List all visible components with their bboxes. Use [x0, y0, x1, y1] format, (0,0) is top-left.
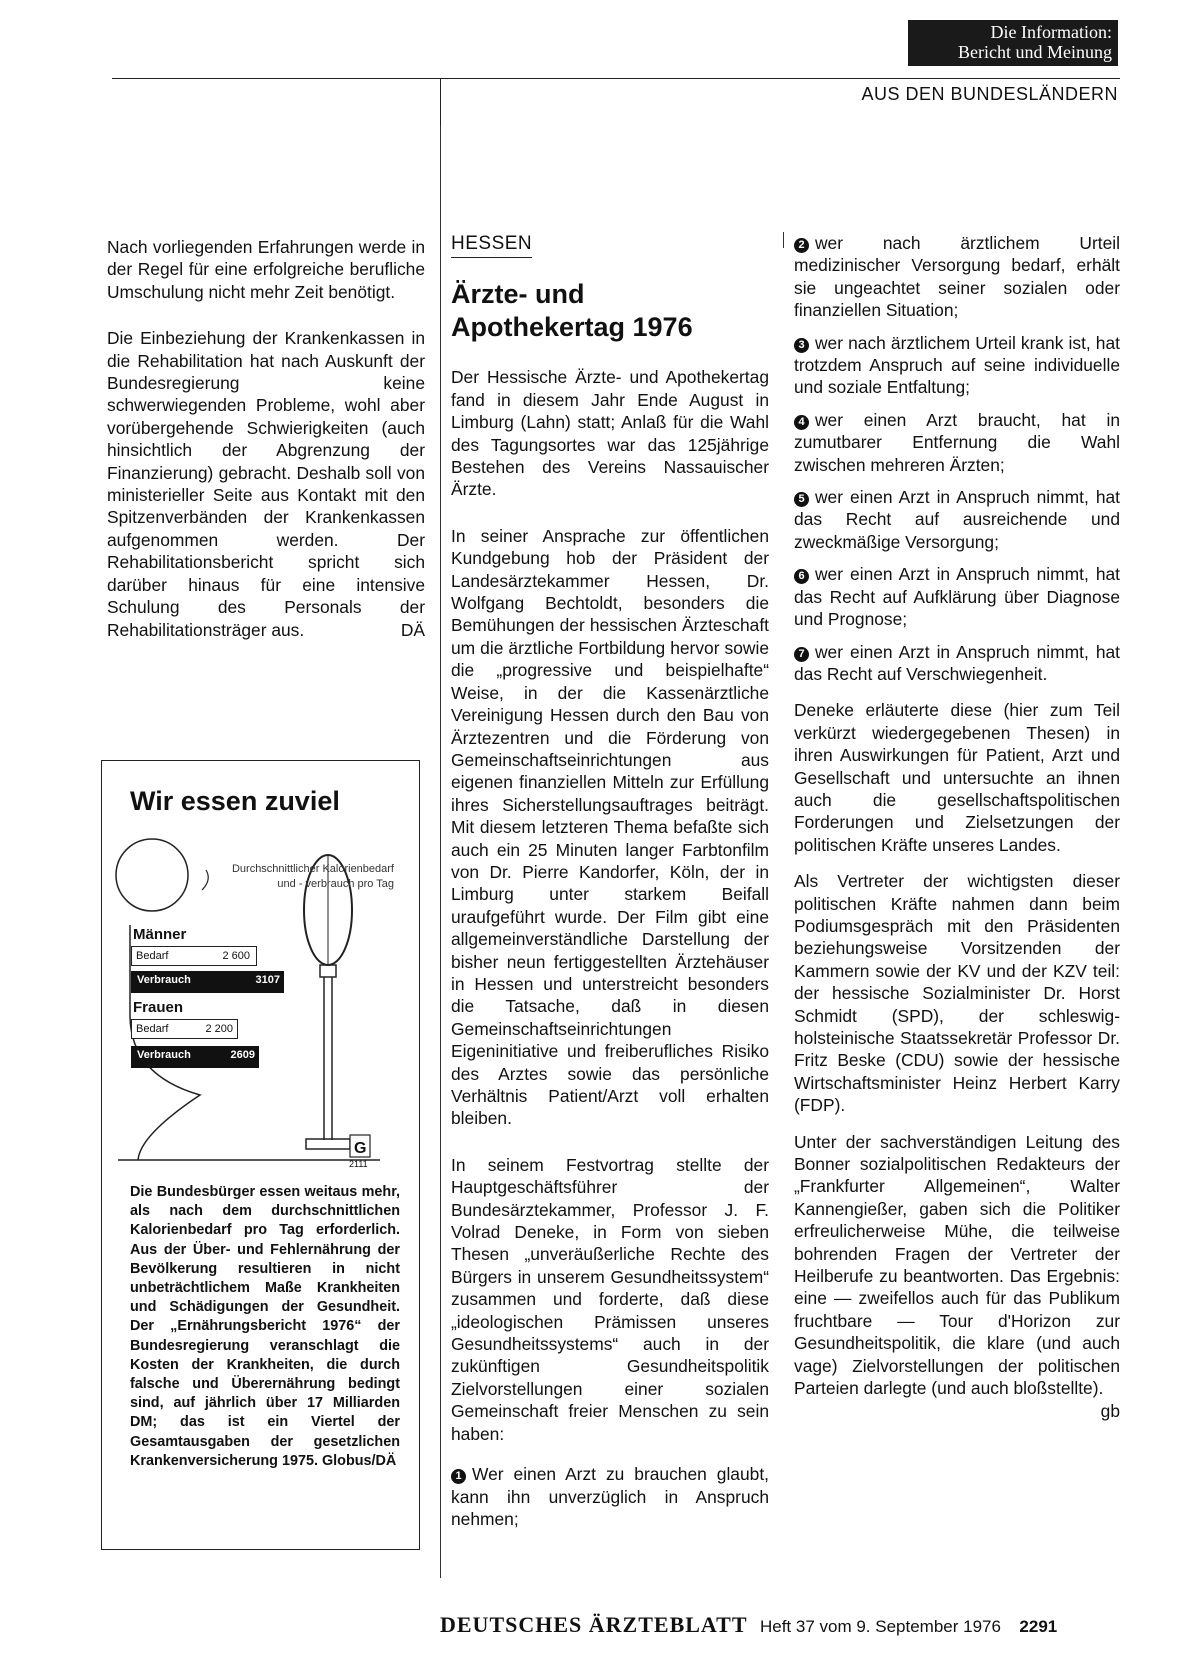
- chart-subtitle-line-2: und - verbrauch pro Tag: [277, 878, 394, 890]
- infobox-caption: Die Bundesbürger essen weitaus mehr, als nach dem durchschnittlichen Kalorienbedarf pro Tag erforderlich. Aus der Über- und Fehlernährung der Bevölkerung resultieren in nicht unbeträchtlichem Maße Krankheiten und Schädigungen der Gesundheit. Der „Ernährungsbericht 1976“ der Bundesregierung veranschlagt die Kosten der Krankheiten, die durch falsche und Überernährung bedingt sind, auf jährlich über 17 Milliarden DM; das ist ein Viertel der Gesamtausgaben der gesetzlichen Krankenversicherung 1975. Globus/DÄ: [130, 1184, 400, 1469]
- plate-icon: [116, 839, 188, 911]
- column-2: [451, 232, 769, 1548]
- badge-line-1: Die Information:: [990, 22, 1112, 42]
- col2-paragraph-2: In seiner Ansprache zur öffentlichen Kundgebung hob der Präsident der Landesärztekammer Hessen, Dr. Wolfgang Bechtoldt, besonders die Bemühungen der hessischen Ärzteschaft um die ärztliche Fortbildung hervor sowie die „progressive und beispielhafte“ Weise, in der die Kassenärztliche Vereinigung Hessen durch den Bau von Ärztezentren und die Förderung von Gemeinschaftseinrichtungen aus eigenen finanziellen Mitteln zur Erfüllung ihres Sicherstellungsauftrages beiträgt. Mit diesem letzteren Thema befaßte sich auch ein 25 Minuten langer Farbtonfilm von Dr. Pierre Kandorfer, Köln, der in Limburg unter starkem Beifall uraufgeführt wurde. Der Film gibt eine allgemeinverständliche Darstellung der bisher neun fertiggestellten Ärztehäuser in Hessen und unterstreicht besonders die Tatsache, daß in diesen Gemeinschaftseinrichtungen Eigeninitiative und freiberufliches Risiko des Arztes sowie das persönliche Verhältnis Patient/Arzt voll erhalten bleiben.: [451, 525, 769, 1129]
- section-badge: [908, 20, 1118, 66]
- glass-base: [306, 1139, 350, 1149]
- thesis-3: [794, 332, 1120, 399]
- badge-line-2: Bericht und Meinung: [958, 42, 1112, 62]
- thesis-4-text: wer einen Arzt braucht, hat in zumutbarer Entfernung die Wahl zwischen mehreren Ärzten;: [794, 409, 1120, 475]
- header-divider: [440, 78, 441, 126]
- bar-maenner-verbrauch-value: 3107: [255, 974, 280, 986]
- bar-maenner-verbrauch-label: Verbrauch: [137, 974, 191, 986]
- col1-signature: DÄ: [400, 619, 425, 640]
- issue-info: Heft 37 vom 9. September 1976: [759, 1617, 1001, 1636]
- col2-paragraph-1: Der Hessische Ärzte- und Apothekertag fand in diesem Jahr Ende August in Limburg (Lahn) statt; Anlaß für die Wahl des Tagungsortes war das 125jährige Bestehen des Vereins Nassauischer Ärzte.: [451, 367, 769, 500]
- bar-frauen-bedarf-label: Bedarf: [136, 1023, 169, 1035]
- chart-category-maenner: Männer: [133, 926, 187, 943]
- bar-maenner-bedarf: [131, 946, 257, 966]
- region-kicker: HESSEN: [451, 233, 532, 258]
- page-number: 2291: [1019, 1617, 1058, 1636]
- bar-frauen-bedarf-value: 2 200: [205, 1023, 233, 1035]
- chart-subtitle-line-1: Durchschnittlicher Kalorienbedarf: [231, 863, 394, 875]
- col1-paragraph-2-text: Die Einbeziehung der Krankenkassen in die Rehabilitation hat nach Auskunft der Bundesregierung keine schwerwiegenden Probleme, wohl aber vorübergehende Schwierigkeiten (auch hinsichtlich der Abgrenzung der Finanzierung) gebracht. Deshalb soll von ministerieller Seite aus Kontakt mit den Spitzenverbänden der Krankenkassen aufgenommen werden. Der Rehabilitationsbericht spricht sich darüber hinaus für eine intensive Schulung des Personals der Rehabilitationsträger aus.: [107, 328, 425, 640]
- svg-text:G: G: [354, 1140, 367, 1157]
- thesis-1-number: 1: [451, 1469, 466, 1484]
- bar-frauen-verbrauch-value: 2609: [230, 1049, 255, 1061]
- thesis-2-number: 2: [794, 238, 809, 253]
- headline-line-2: Apothekertag 1976: [451, 312, 693, 343]
- thesis-3-number: 3: [794, 338, 809, 353]
- infobox-title: Wir essen zuviel: [130, 786, 340, 816]
- thesis-4: [794, 409, 1120, 476]
- thesis-5: [794, 486, 1120, 553]
- thesis-3-text: wer nach ärztlichem Urteil krank ist, hat trotzdem Anspruch auf seine individuelle und soziale Entfaltung;: [794, 332, 1120, 398]
- headline-line-1: Ärzte- und: [451, 279, 585, 310]
- col3-paragraph-3-text: Unter der sachverständigen Leitung des Bonner sozialpolitischen Redakteurs der „Frankfurter Allgemeinen“, Walter Kannengießer, gaben sich die Politiker erfreulicherweise Mühe, die teilweise bohrenden Fragen der Vertreter der Heilberufe zu beantworten. Das Ergebnis: eine — zweifellos auch für das Publikum fruchtbare — Tour d'Horizon zur Gesundheitspolitik, die klare (und auch vage) Zielvorstellungen der politischen Parteien darlegte (und auch bloßstellte).: [794, 1131, 1120, 1399]
- chart-category-frauen: Frauen: [133, 999, 184, 1016]
- col3-paragraph-1: Deneke erläuterte diese (hier zum Teil verkürzt wiedergegebenen Thesen) in ihren Auswirkungen für Patient, Arzt und Gesellschaft und untersuchte an ihnen auch die gesellschaftspolitischen Forderungen und Zielsetzungen der politischen Kräfte unseres Landes.: [794, 700, 1120, 855]
- col3-paragraph-3: [794, 1131, 1120, 1421]
- col2-paragraph-3: In seinem Festvortrag stellte der Hauptgeschäftsführer der Bundesärztekammer, Professor J. F. Volrad Deneke, in Form von sieben Thesen „unveräußerliche Rechte des Bürgers in unserem Gesundheitssystem“ zusammen und forderte, daß diese „ideologischen Prämissen unseres Gesundheitssystems“ auch in der zukünftigen Gesundheitspolitik Zielvorstellungen einer sozialen Gemeinschaft freier Menschen zu sein haben:: [451, 1154, 769, 1444]
- article-headline: [451, 278, 769, 344]
- thesis-5-number: 5: [794, 492, 809, 507]
- thesis-6-number: 6: [794, 569, 809, 584]
- glass-stem: [320, 965, 336, 977]
- section-title: AUS DEN BUNDESLÄNDERN: [861, 84, 1118, 104]
- thesis-4-number: 4: [794, 415, 809, 430]
- header-rule: [112, 78, 1120, 79]
- bar-frauen-verbrauch: [131, 1046, 259, 1068]
- chart-subtitle: [218, 862, 394, 892]
- bar-frauen-verbrauch-label: Verbrauch: [137, 1049, 191, 1061]
- column-3: [794, 232, 1120, 1422]
- col3-paragraph-2: Als Vertreter der wichtigsten dieser politischen Kräfte nahmen dann beim Podiumsgespräch mit den Präsidenten beziehungsweise Vorsitzenden der Kammern sowie der KV und der KZV teil: der hessische Sozialminister Dr. Horst Schmidt (SPD), der schleswig-holsteinische Staatssekretär Professor Dr. Fritz Beske (CDU) sowie der hessische Wirtschaftsminister Heinz Herbert Karry (FDP).: [794, 871, 1120, 1116]
- journal-name: DEUTSCHES ÄRZTEBLATT: [440, 1612, 748, 1637]
- thesis-7: [794, 641, 1120, 686]
- plate-curve: [202, 870, 208, 890]
- col1-paragraph-1: Nach vorliegenden Erfahrungen werde in der Regel für eine erfolgreiche berufliche Umschulung nicht mehr Zeit benötigt.: [107, 237, 425, 302]
- thesis-6-text: wer einen Arzt in Anspruch nimmt, hat das Recht auf Aufklärung über Diagnose und Prognose;: [794, 564, 1120, 630]
- bar-maenner-bedarf-value: 2 600: [222, 950, 250, 962]
- thesis-2: [794, 232, 1120, 322]
- thesis-7-text: wer einen Arzt in Anspruch nimmt, hat das Recht auf Verschwiegenheit.: [794, 641, 1120, 684]
- column-1: [107, 236, 425, 659]
- col3-signature: gb: [1100, 1400, 1120, 1421]
- page-footer: [440, 1612, 1124, 1638]
- thesis-6: [794, 563, 1120, 630]
- thesis-2-text: wer nach ärztlichem Urteil medizinischer Versorgung bedarf, erhält sie ungeachtet seiner sozialen oder finanziellen Situation;: [794, 233, 1120, 321]
- bar-frauen-bedarf: [131, 1019, 238, 1039]
- col1-paragraph-2: [107, 327, 425, 641]
- thesis-7-number: 7: [794, 647, 809, 662]
- column-separator-left: [440, 126, 441, 1578]
- thesis-5-text: wer einen Arzt in Anspruch nimmt, hat das Recht auf ausreichende und zweckmäßige Versorgung;: [794, 487, 1120, 552]
- bar-maenner-bedarf-label: Bedarf: [136, 950, 169, 962]
- bar-maenner-verbrauch: [131, 971, 284, 993]
- thesis-1-text: Wer einen Arzt zu brauchen glaubt, kann ihn unverzüglich in Anspruch nehmen;: [451, 1464, 769, 1529]
- thesis-1: [451, 1463, 769, 1530]
- globus-logo-number: 2111: [349, 1159, 368, 1169]
- column-separator-right: [783, 232, 784, 248]
